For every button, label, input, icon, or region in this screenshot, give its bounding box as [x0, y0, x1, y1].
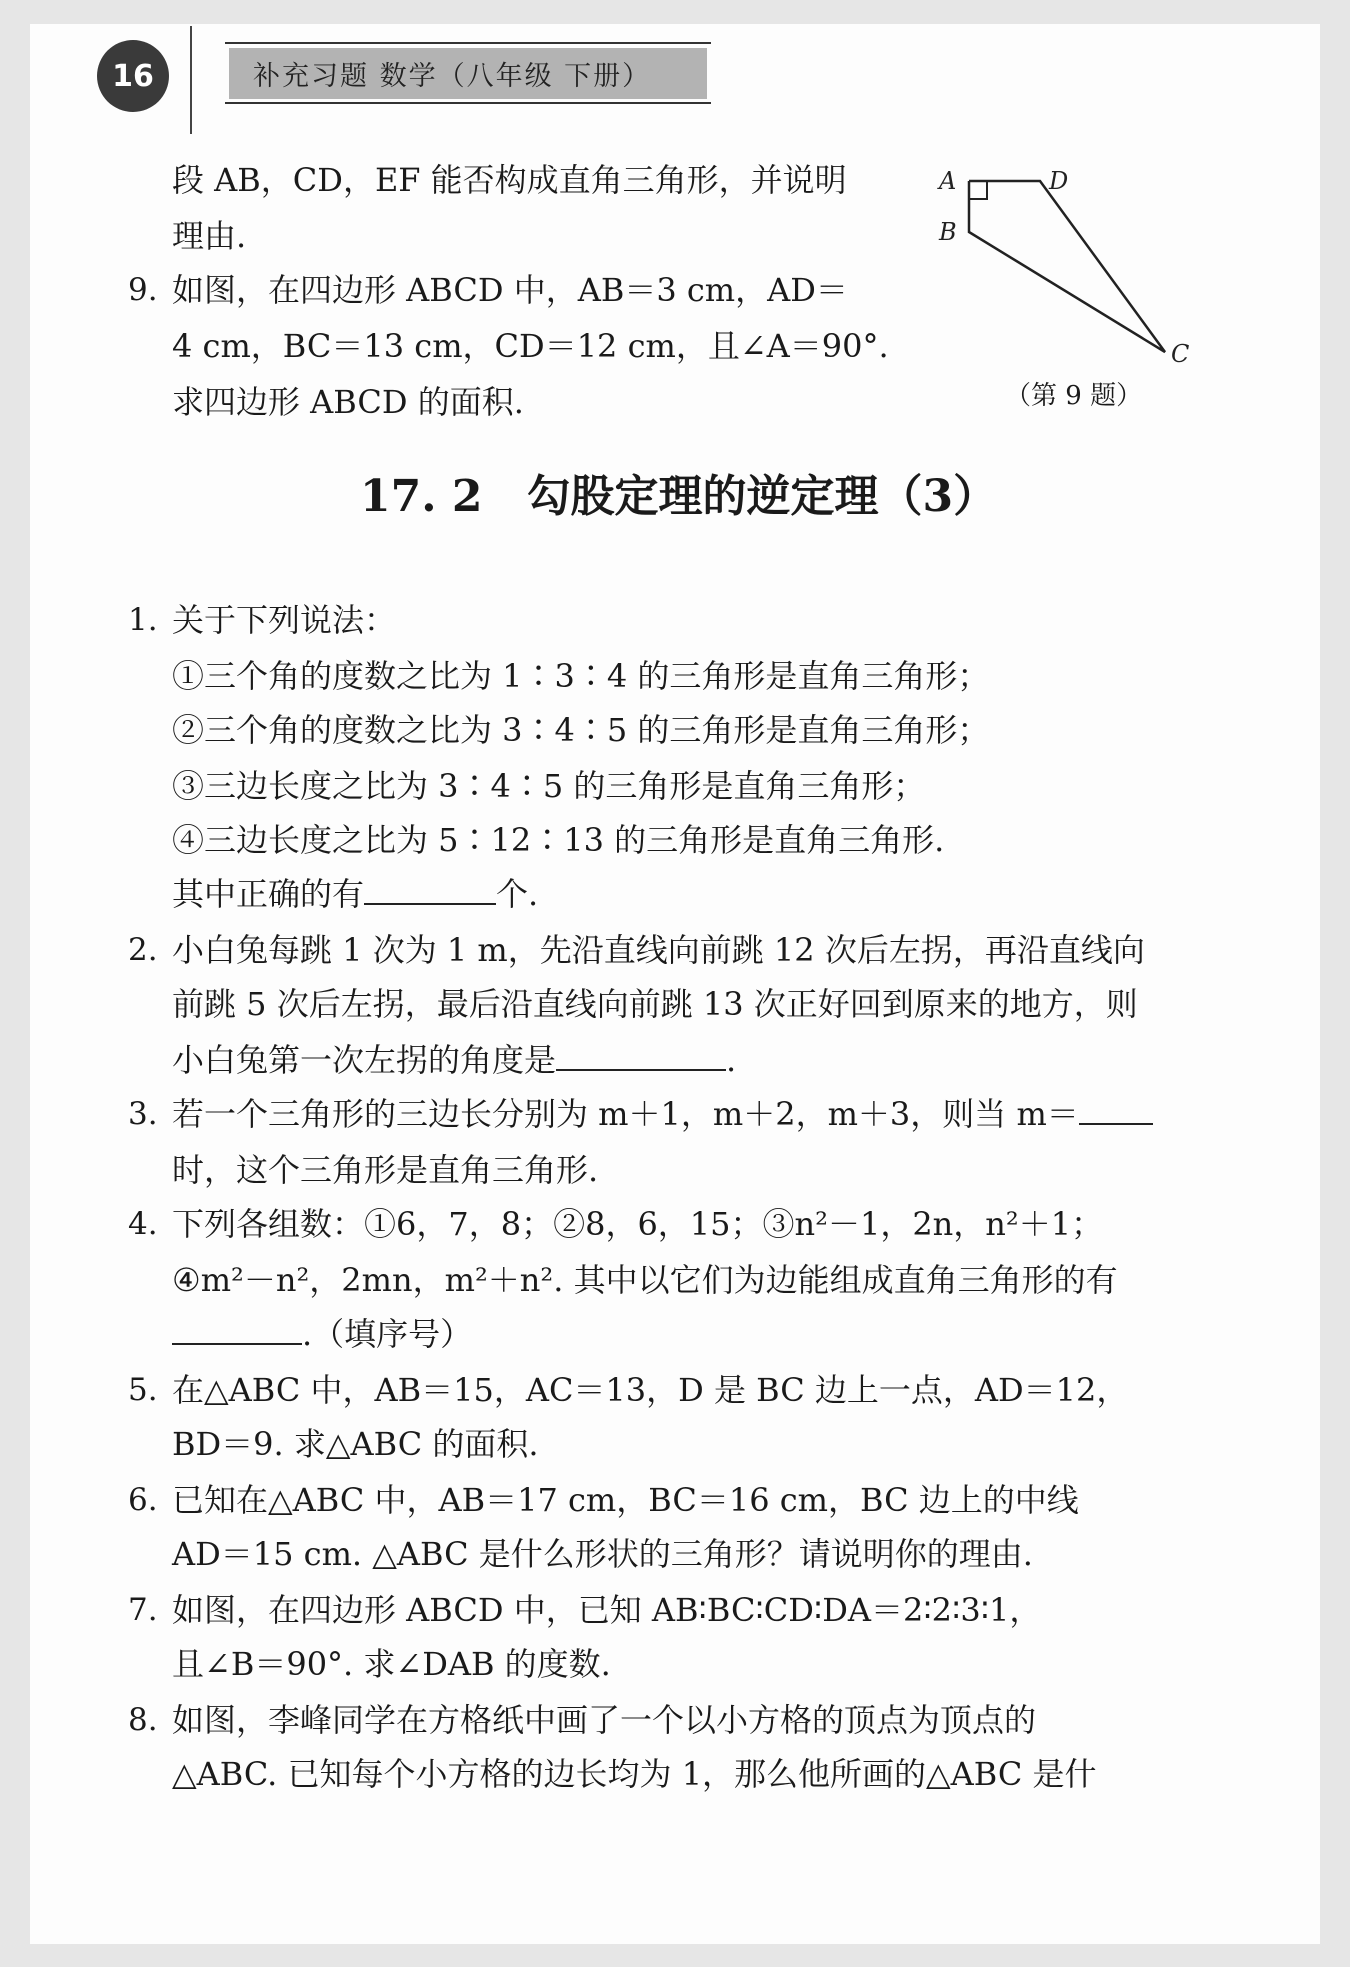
q3-number: 3.: [128, 1096, 158, 1132]
q1-line-6: [172, 874, 538, 914]
q8-tail-line-1: 段 AB，CD，EF 能否构成直角三角形，并说明: [172, 161, 847, 199]
q2-answer-blank[interactable]: [556, 1041, 726, 1071]
q2-answer-prompt: 小白兔第一次左拐的角度是: [172, 1041, 557, 1079]
header-divider: [190, 26, 192, 134]
q1-line-3: ②三个角的度数之比为 3∶4∶5 的三角形是直角三角形；: [172, 711, 990, 749]
q4-line-3: [172, 1314, 472, 1354]
q9-line-2: 4 cm，BC＝13 cm，CD＝12 cm，且∠A＝90°.: [172, 327, 889, 365]
q8-line-2: △ABC. 已知每个小方格的边长均为 1，那么他所画的△ABC 是什: [172, 1755, 1097, 1793]
label-b: B: [939, 218, 957, 246]
q8-tail-line-2: 理由.: [172, 217, 247, 255]
q6-number: 6.: [128, 1482, 158, 1518]
quadrilateral-outline: [969, 181, 1165, 352]
q4-number: 4.: [128, 1206, 158, 1242]
q3-prompt: 若一个三角形的三边长分别为 m＋1，m＋2，m＋3，则当 m＝: [172, 1095, 1079, 1133]
q4-answer-blank[interactable]: [172, 1315, 302, 1345]
q2-line-2: 前跳 5 次后左拐，最后沿直线向前跳 13 次正好回到原来的地方，则: [172, 985, 1138, 1023]
q1-number: 1.: [128, 602, 158, 638]
q7-line-1: 如图，在四边形 ABCD 中，已知 AB∶BC∶CD∶DA＝2∶2∶3∶1，: [172, 1591, 1042, 1629]
q6-line-2: AD＝15 cm. △ABC 是什么形状的三角形？请说明你的理由.: [172, 1535, 1033, 1573]
q3-line-1: [172, 1094, 1153, 1134]
q1-answer-prompt: 其中正确的有: [172, 875, 365, 913]
q1-line-4: ③三边长度之比为 3∶4∶5 的三角形是直角三角形；: [172, 767, 926, 805]
q5-line-1: 在△ABC 中，AB＝15，AC＝13，D 是 BC 边上一点，AD＝12，: [172, 1371, 1129, 1409]
q7-number: 7.: [128, 1592, 158, 1628]
q2-number: 2.: [128, 932, 158, 968]
q1-line-2: ①三个角的度数之比为 1∶3∶4 的三角形是直角三角形；: [172, 657, 990, 695]
q3-answer-blank[interactable]: [1079, 1095, 1153, 1125]
q8-line-1: 如图，李峰同学在方格纸中画了一个以小方格的顶点为顶点的: [172, 1701, 1037, 1739]
q9-line-1: 如图，在四边形 ABCD 中，AB＝3 cm，AD＝: [172, 271, 848, 309]
q1-line-1: 关于下列说法：: [172, 601, 397, 639]
label-c: C: [1171, 340, 1190, 368]
q5-line-2: BD＝9. 求△ABC 的面积.: [172, 1425, 539, 1463]
q1-line-5: ④三边长度之比为 5∶12∶13 的三角形是直角三角形.: [172, 821, 945, 859]
figure-caption: （第 9 题）: [1005, 381, 1143, 411]
q4-line-2: ④m²－n²，2mn，m²＋n². 其中以它们为边能组成直角三角形的有: [172, 1261, 1118, 1299]
book-title-banner: [225, 42, 711, 104]
q3-line-2: 时，这个三角形是直角三角形.: [172, 1151, 599, 1189]
label-a: A: [939, 167, 957, 195]
q4-answer-suffix: .（填序号）: [302, 1315, 473, 1353]
q1-answer-blank[interactable]: [364, 875, 496, 905]
quadrilateral-figure: [925, 152, 1195, 372]
q2-answer-suffix: .: [726, 1041, 737, 1079]
q4-line-1: 下列各组数：①6，7，8；②8，6，15；③n²－1，2n，n²＋1；: [172, 1205, 1104, 1243]
q2-line-3: [172, 1040, 736, 1080]
q6-line-1: 已知在△ABC 中，AB＝17 cm，BC＝16 cm，BC 边上的中线: [172, 1481, 1079, 1519]
q1-answer-suffix: 个.: [496, 875, 539, 913]
q9-number: 9.: [128, 272, 158, 308]
section-title: 17. 2 勾股定理的逆定理（3）: [360, 471, 998, 522]
book-title: 补充习题 数学（八年级 下册）: [229, 48, 707, 99]
q5-number: 5.: [128, 1372, 158, 1408]
right-angle-mark: [969, 181, 987, 199]
page-number-badge: 16: [97, 40, 169, 112]
label-d: D: [1049, 167, 1069, 195]
q9-line-3: 求四边形 ABCD 的面积.: [172, 383, 524, 421]
q7-line-2: 且∠B＝90°. 求∠DAB 的度数.: [172, 1645, 611, 1683]
q8-number: 8.: [128, 1702, 158, 1738]
q2-line-1: 小白兔每跳 1 次为 1 m，先沿直线向前跳 12 次后左拐，再沿直线向: [172, 931, 1145, 969]
